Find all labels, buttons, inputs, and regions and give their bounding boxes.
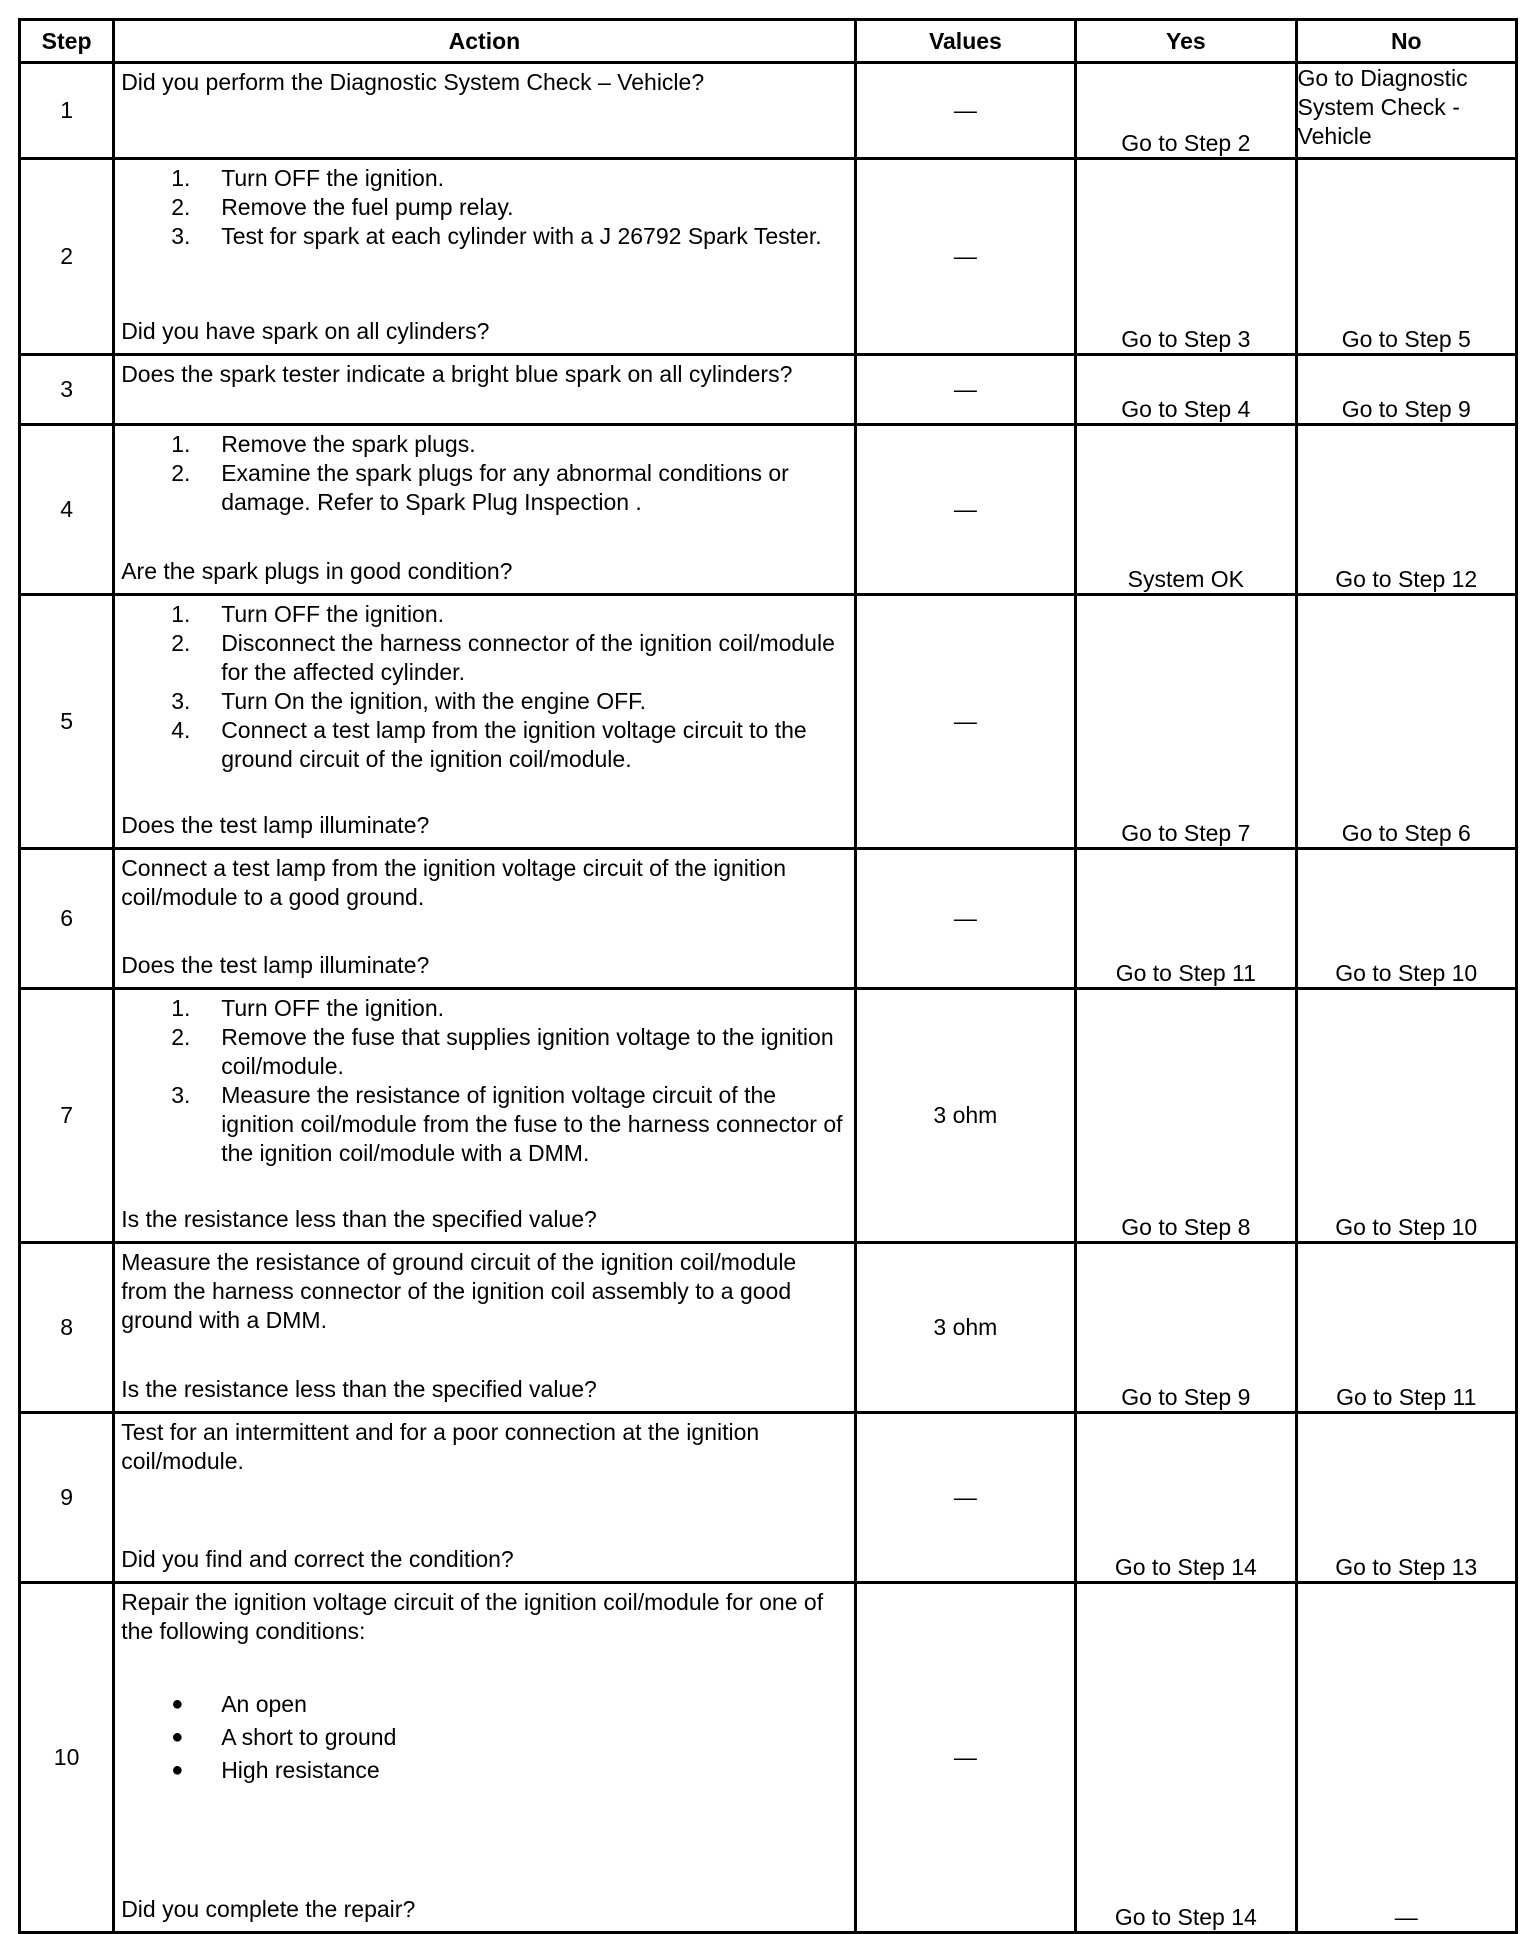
yes-cell: Go to Step 14 xyxy=(1076,1583,1296,1933)
list-number: 2. xyxy=(171,194,191,220)
no-cell: Go to Step 10 xyxy=(1296,849,1516,989)
header-row xyxy=(20,20,1517,63)
action-text: Repair the ignition voltage circuit of the ignition coil/module for one of the following conditions: xyxy=(121,1589,824,1644)
list-text: High resistance xyxy=(221,1757,380,1783)
values-cell: — xyxy=(855,849,1075,989)
list-text: Remove the fuse that supplies ignition voltage to the ignition coil/module. xyxy=(221,1024,834,1079)
list-item xyxy=(121,1688,847,1721)
list-text: Turn OFF the ignition. xyxy=(221,601,445,627)
action-question: Did you complete the repair? xyxy=(121,1896,416,1922)
action-question: Does the test lamp illuminate? xyxy=(121,952,430,978)
step-number: 6 xyxy=(20,849,114,989)
values-cell: — xyxy=(855,595,1075,849)
table-row xyxy=(20,1243,1517,1413)
no-cell: Go to Step 13 xyxy=(1296,1413,1516,1583)
no-cell: Go to Diagnostic System Check - Vehicle xyxy=(1296,63,1516,159)
table-row xyxy=(20,1583,1517,1933)
table-row xyxy=(20,1413,1517,1583)
action-question: Did you have spark on all cylinders? xyxy=(121,318,490,344)
list-item xyxy=(121,1081,847,1168)
action-cell xyxy=(114,849,855,989)
values-cell: — xyxy=(855,355,1075,425)
action-text: Connect a test lamp from the ignition voltage circuit of the ignition coil/module to a good ground. xyxy=(121,855,786,910)
no-cell: Go to Step 11 xyxy=(1296,1243,1516,1413)
action-cell xyxy=(114,63,855,159)
no-cell: Go to Step 10 xyxy=(1296,989,1516,1243)
list-text: Examine the spark plugs for any abnormal conditions or damage. Refer to Spark Plug Inspection . xyxy=(221,460,789,515)
action-cell xyxy=(114,1583,855,1933)
list-item xyxy=(121,994,847,1023)
list-item xyxy=(121,459,847,517)
action-text: Test for an intermittent and for a poor connection at the ignition coil/module. xyxy=(121,1419,760,1474)
step-number: 5 xyxy=(20,595,114,849)
list-item xyxy=(121,687,847,716)
table-row xyxy=(20,159,1517,355)
list-item xyxy=(121,629,847,687)
list-item xyxy=(121,716,847,774)
diagnostic-table xyxy=(18,18,1518,1934)
header-step: Step xyxy=(20,20,114,63)
action-cell xyxy=(114,1243,855,1413)
step-number: 8 xyxy=(20,1243,114,1413)
list-item xyxy=(121,430,847,459)
action-cell xyxy=(114,425,855,595)
yes-cell: Go to Step 2 xyxy=(1076,63,1296,159)
procedure-list xyxy=(121,600,847,774)
yes-cell: Go to Step 9 xyxy=(1076,1243,1296,1413)
list-item xyxy=(121,164,847,193)
values-cell: — xyxy=(855,159,1075,355)
values-cell: — xyxy=(855,425,1075,595)
list-text: Remove the spark plugs. xyxy=(221,431,476,457)
list-text: Connect a test lamp from the ignition voltage circuit to the ground circuit of the ignition coil/module. xyxy=(221,717,807,772)
yes-cell: Go to Step 11 xyxy=(1076,849,1296,989)
list-number: 1. xyxy=(171,165,191,191)
action-question: Is the resistance less than the specified value? xyxy=(121,1376,597,1402)
list-item xyxy=(121,193,847,222)
list-item xyxy=(121,1023,847,1081)
procedure-list xyxy=(121,430,847,517)
list-number: 2. xyxy=(171,630,191,656)
procedure-list xyxy=(121,164,847,251)
no-cell: — xyxy=(1296,1583,1516,1933)
no-cell: Go to Step 9 xyxy=(1296,355,1516,425)
condition-list xyxy=(121,1688,847,1787)
step-number: 1 xyxy=(20,63,114,159)
list-text: Remove the fuel pump relay. xyxy=(221,194,514,220)
list-item xyxy=(121,600,847,629)
list-number: 1. xyxy=(171,431,191,457)
action-question: Are the spark plugs in good condition? xyxy=(121,558,513,584)
list-number: 1. xyxy=(171,995,191,1021)
no-cell: Go to Step 12 xyxy=(1296,425,1516,595)
step-number: 7 xyxy=(20,989,114,1243)
header-no: No xyxy=(1296,20,1516,63)
bullet-icon: ● xyxy=(171,1759,184,1781)
list-number: 1. xyxy=(171,601,191,627)
action-cell xyxy=(114,1413,855,1583)
list-item xyxy=(121,1754,847,1787)
values-cell: — xyxy=(855,1413,1075,1583)
step-number: 3 xyxy=(20,355,114,425)
yes-cell: Go to Step 8 xyxy=(1076,989,1296,1243)
list-text: Measure the resistance of ignition voltage circuit of the ignition coil/module from the fuse to the harness connector of the ignition coil/module with a DMM. xyxy=(221,1082,843,1166)
procedure-list xyxy=(121,994,847,1168)
step-number: 2 xyxy=(20,159,114,355)
values-cell: 3 ohm xyxy=(855,1243,1075,1413)
action-cell xyxy=(114,989,855,1243)
yes-cell: Go to Step 14 xyxy=(1076,1413,1296,1583)
action-cell xyxy=(114,595,855,849)
action-text: Measure the resistance of ground circuit of the ignition coil/module from the harness connector of the ignition coil assembly to a good ground with a DMM. xyxy=(121,1249,797,1333)
values-cell: — xyxy=(855,63,1075,159)
table-row xyxy=(20,595,1517,849)
list-number: 4. xyxy=(171,717,191,743)
step-number: 4 xyxy=(20,425,114,595)
list-text: Turn OFF the ignition. xyxy=(221,165,445,191)
yes-cell: System OK xyxy=(1076,425,1296,595)
action-question: Does the test lamp illuminate? xyxy=(121,812,430,838)
list-text: Test for spark at each cylinder with a J 26792 Spark Tester. xyxy=(221,223,822,249)
no-cell: Go to Step 5 xyxy=(1296,159,1516,355)
table-row xyxy=(20,355,1517,425)
table-row xyxy=(20,989,1517,1243)
step-number: 9 xyxy=(20,1413,114,1583)
bullet-icon: ● xyxy=(171,1693,184,1715)
action-text: Did you perform the Diagnostic System Check – Vehicle? xyxy=(121,69,705,95)
list-text: Disconnect the harness connector of the ignition coil/module for the affected cylinder. xyxy=(221,630,835,685)
no-cell: Go to Step 6 xyxy=(1296,595,1516,849)
action-question: Is the resistance less than the specified value? xyxy=(121,1206,597,1232)
list-number: 2. xyxy=(171,1024,191,1050)
action-cell xyxy=(114,159,855,355)
list-item xyxy=(121,222,847,251)
header-yes: Yes xyxy=(1076,20,1296,63)
list-item xyxy=(121,1721,847,1754)
yes-cell: Go to Step 7 xyxy=(1076,595,1296,849)
values-cell: — xyxy=(855,1583,1075,1933)
values-cell: 3 ohm xyxy=(855,989,1075,1243)
list-text: A short to ground xyxy=(221,1724,397,1750)
table-row xyxy=(20,425,1517,595)
bullet-icon: ● xyxy=(171,1726,184,1748)
list-number: 2. xyxy=(171,460,191,486)
list-number: 3. xyxy=(171,1082,191,1108)
yes-cell: Go to Step 4 xyxy=(1076,355,1296,425)
table-row xyxy=(20,63,1517,159)
list-number: 3. xyxy=(171,223,191,249)
action-question: Did you find and correct the condition? xyxy=(121,1546,514,1572)
header-values: Values xyxy=(855,20,1075,63)
action-cell xyxy=(114,355,855,425)
yes-cell: Go to Step 3 xyxy=(1076,159,1296,355)
action-text: Does the spark tester indicate a bright blue spark on all cylinders? xyxy=(121,361,793,387)
step-number: 10 xyxy=(20,1583,114,1933)
header-action: Action xyxy=(114,20,855,63)
table-row xyxy=(20,849,1517,989)
list-text: An open xyxy=(221,1691,307,1717)
list-text: Turn OFF the ignition. xyxy=(221,995,445,1021)
list-number: 3. xyxy=(171,688,191,714)
list-text: Turn On the ignition, with the engine OFF. xyxy=(221,688,647,714)
